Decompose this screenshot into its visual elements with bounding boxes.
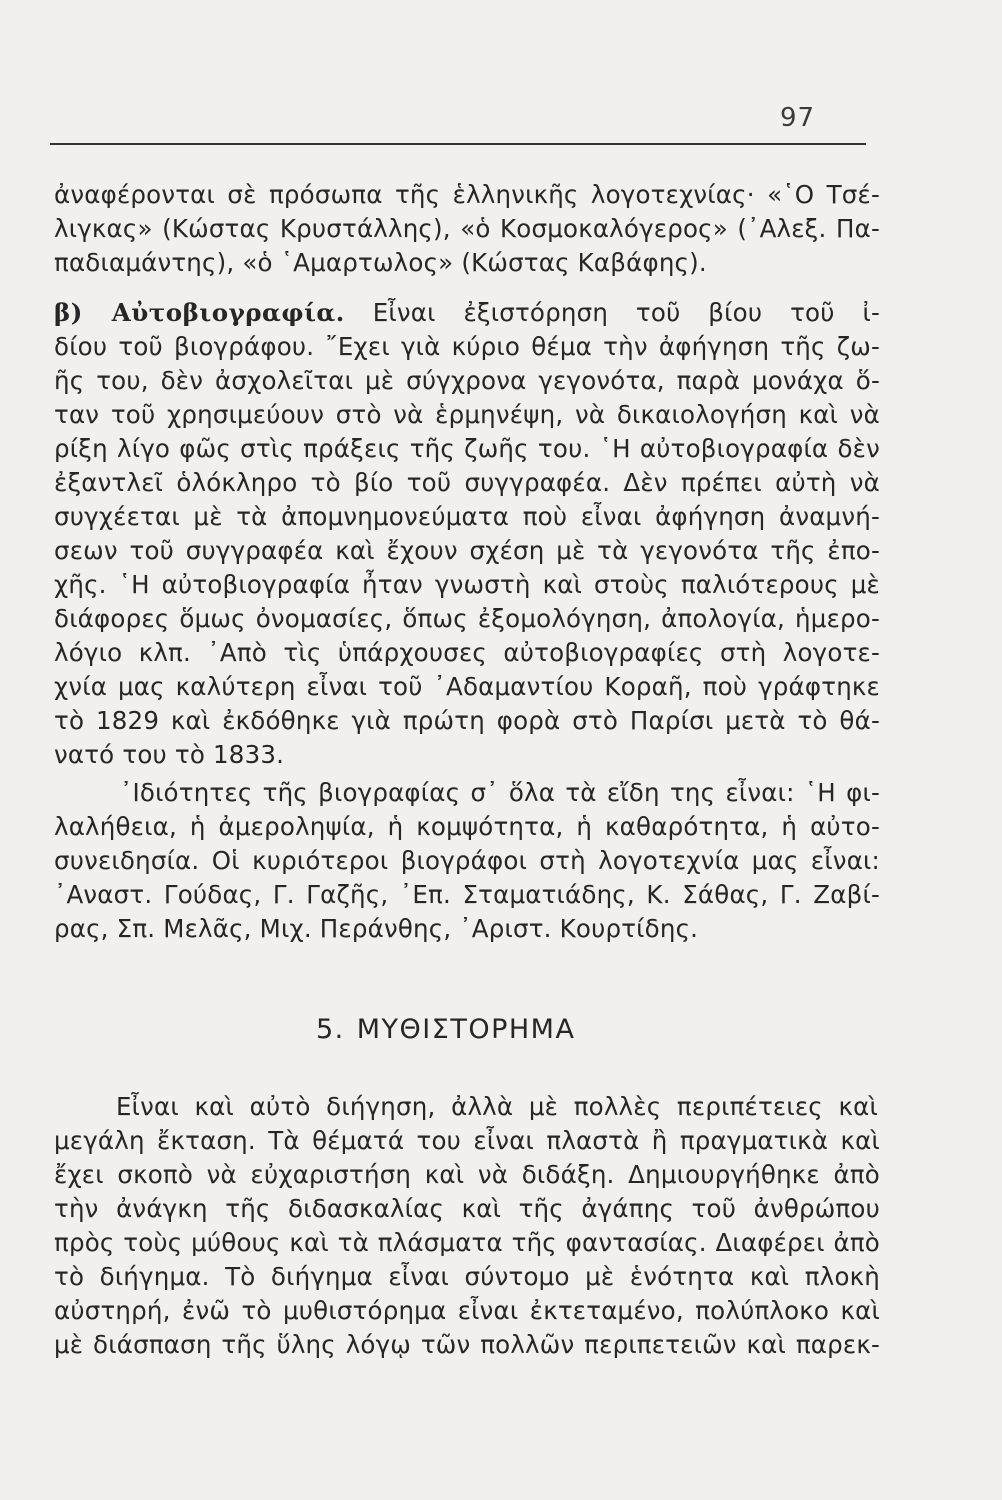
section-b-label: β) Αὐτοβιογραφία. — [54, 298, 345, 327]
section-heading — [316, 1012, 575, 1048]
paragraph-line: συνειδησία. Οἱ κυριότεροι βιογράφοι στὴ λογοτεχνία μας εἶναι: — [54, 846, 880, 875]
section-heading-number: 5. — [316, 1014, 345, 1045]
paragraph-line: ἐξαντλεῖ ὁλόκληρο τὸ βίο τοῦ συγγραφέα. Δὲν πρέπει αὐτὴ νὰ — [54, 468, 880, 497]
paragraph-line: ἔχει σκοπὸ νὰ εὐχαριστήση καὶ νὰ διδάξη. Δημιουργήθηκε ἀπὸ — [54, 1160, 880, 1189]
paragraph-line: παδιαμάντης), «ὁ ῾Αμαρτωλος» (Κώστας Καβάφης). — [54, 248, 707, 277]
paragraph-line: μὲ διάσπαση τῆς ὕλης λόγῳ τῶν πολλῶν περιπετειῶν καὶ παρεκ- — [54, 1330, 880, 1359]
paragraph-line: πρὸς τοὺς μύθους καὶ τὰ πλάσματα τῆς φαντασίας. Διαφέρει ἀπὸ — [54, 1228, 880, 1257]
paragraph-line: ρας, Σπ. Μελᾶς, Μιχ. Περάνθης, ᾿Αριστ. Κουρτίδης. — [54, 914, 699, 943]
paragraph-line: λαλήθεια, ἡ ἀμεροληψία, ἡ κομψότητα, ἡ καθαρότητα, ἡ αὐτο- — [54, 812, 880, 841]
section-heading-title: ΜΥΘΙΣΤΟΡΗΜΑ — [356, 1014, 576, 1045]
section-b-first-line-text: Εἶναι ἐξιστόρηση τοῦ βίου τοῦ ἰ- — [372, 298, 880, 327]
paragraph-line: διάφορες ὅμως ὀνομασίες, ὅπως ἐξομολόγηση, ἀπολογία, ἡμερο- — [54, 604, 880, 633]
paragraph-line: τὸ διήγημα. Τὸ διήγημα εἶναι σύντομο μὲ ἑνότητα καὶ πλοκὴ — [54, 1262, 880, 1291]
paragraph-line: δίου τοῦ βιογράφου. ῎Εχει γιὰ κύριο θέμα τὴν ἀφήγηση τῆς ζω- — [54, 332, 880, 361]
paragraph-line: ταν τοῦ χρησιμεύουν στὸ νὰ ἑρμηνέψη, νὰ δικαιολογήση καὶ νὰ — [54, 400, 880, 429]
paragraph-line: λιγκας» (Κώστας Κρυστάλλης), «ὁ Κοσμοκαλόγερος» (᾿Αλεξ. Πα- — [54, 214, 880, 243]
paragraph-line: ἀναφέρονται σὲ πρόσωπα τῆς ἑλληνικῆς λογοτεχνίας· «῾Ο Τσέ- — [54, 180, 880, 209]
paragraph-line: συγχέεται μὲ τὰ ἀπομνημονεύματα ποὺ εἶναι ἀφήγηση ἀναμνή- — [54, 502, 880, 531]
paragraph-line: χνία μας καλύτερη εἶναι τοῦ ᾿Αδαμαντίου Κοραῆ, ποὺ γράφτηκε — [54, 672, 880, 701]
paragraph-line: ῆς του, δὲν ἀσχολεῖται μὲ σύγχρονα γεγονότα, παρὰ μονάχα ὅ- — [54, 366, 880, 395]
paragraph-line: νατό του τὸ 1833. — [54, 740, 285, 769]
header-rule — [50, 143, 866, 145]
paragraph-line: τὴν ἀνάγκη τῆς διδασκαλίας καὶ τῆς ἀγάπης τοῦ ἀνθρώπου — [54, 1194, 880, 1223]
section-b-first-line — [54, 296, 880, 330]
paragraph-line: ᾿Ιδιότητες τῆς βιογραφίας σ᾿ ὅλα τὰ εἴδη της εἶναι: ῾Η φι- — [120, 778, 880, 807]
paragraph-line: ρίξη λίγο φῶς στὶς πράξεις τῆς ζωῆς του. ῾Η αὐτοβιογραφία δὲν — [54, 434, 880, 463]
paragraph-line: αὐστηρή, ἐνῶ τὸ μυθιστόρημα εἶναι ἐκτεταμένο, πολύπλοκο καὶ — [54, 1296, 880, 1325]
paragraph-line: μεγάλη ἔκταση. Τὰ θέματά του εἶναι πλαστὰ ἢ πραγματικὰ καὶ — [54, 1126, 880, 1155]
paragraph-line: τὸ 1829 καὶ ἐκδόθηκε γιὰ πρώτη φορὰ στὸ Παρίσι μετὰ τὸ θά- — [54, 706, 880, 735]
paragraph-line: λόγιο κλπ. ᾿Απὸ τὶς ὑπάρχουσες αὐτοβιογραφίες στὴ λογοτε- — [54, 638, 880, 667]
paragraph-line: Εἶναι καὶ αὐτὸ διήγηση, ἀλλὰ μὲ πολλὲς περιπέτειες καὶ — [116, 1092, 878, 1121]
paragraph-line: ᾿Αναστ. Γούδας, Γ. Γαζῆς, ᾿Επ. Σταματιάδης, Κ. Σάθας, Γ. Ζαβί- — [54, 880, 880, 909]
paragraph-line: χῆς. ῾Η αὐτοβιογραφία ἦταν γνωστὴ καὶ στοὺς παλιότερους μὲ — [54, 570, 880, 599]
paragraph-line: σεων τοῦ συγγραφέα καὶ ἔχουν σχέση μὲ τὰ γεγονότα τῆς ἐπο- — [54, 536, 880, 565]
page-number: 97 — [780, 103, 816, 133]
